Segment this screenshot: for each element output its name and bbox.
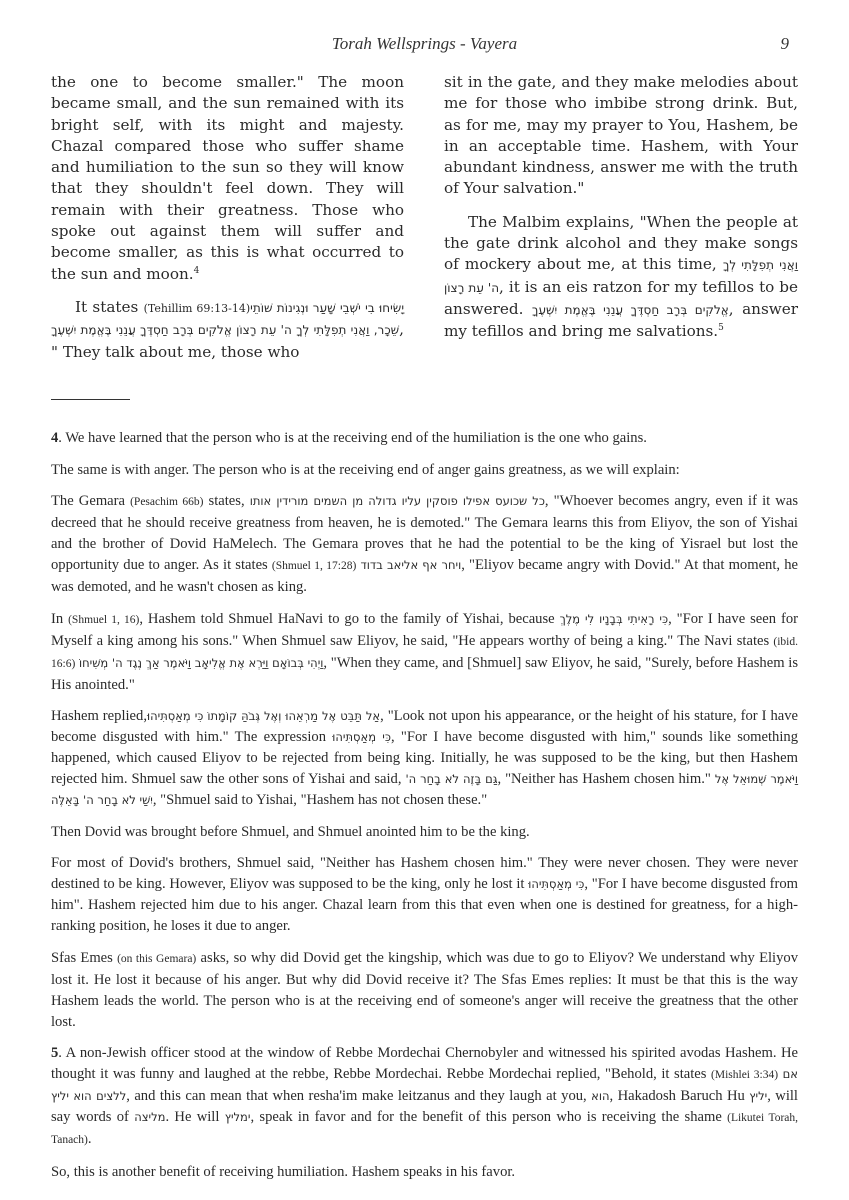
hebrew-quote: כִּי רָאִיתִי בְּבָנָיו לִי מֶלֶךְ xyxy=(559,611,669,626)
hebrew-quote: אֱלֹקִים בְּרָב חַסְדֶּךָ עֲנֵנִי בֶּאֱמֶת יִשְׁעֶךָ xyxy=(531,302,729,317)
paragraph: Sfas Emes (on this Gemara) asks, so why did Dovid get the kingship, which was due to go to Eliyov? We understand why Eliyov lost it. He lost it because of his anger. But why did Dovid receive it? The Sfas Emes replies: It must be that this is the way Hashem leads the world. The person who is at the receiving end of someone's anger will receive the greatness that the other lost. xyxy=(51,949,798,1030)
paragraph: the one to become smaller." The moon became small, and the sun remained with its bright self, with its might and majesty. Chazal compared those who suffer shame and humiliation to the sun so they will know that they shouldn't feel down. They will remain with their greatness. Those who spoke out against them will suffer and become smaller, as this is what occurred to the sun and moon.$^4$ xyxy=(51,73,404,283)
paragraph: The Gemara (Pesachim 66b) states, כל שכועס אפילו פוסקין עליו גדולה מן השמים מורידין אותו, "Whoever becomes angry, even if it was decreed that he should receive greatness from heaven, he is demoted." The Gemara learns this from Eliyov, the son of Yishai and the brother of Dovid HaMelech. The Gemara proves that he had the potential to be the king of Yisrael but lost the opportunity due to anger. As it states (Shmuel 1, 17:28) ויחר אף אליאב בדוד, "Eliyov became angry with Dovid." At that moment, he was demoted, and he wasn't chosen as king. xyxy=(51,493,799,595)
hebrew-quote: כִּי מְאַסְתִּיהוּ xyxy=(528,877,585,891)
paragraph: The Malbim explains, "When the people at the gate drink alcohol and they make songs of mockery about me, at this time, וַאֲנִי תְפִלָּתִי לְךָ ה' עֵת רָצוֹן, it is an eis ratzon for my tefillos to be answered. אֱלֹקִים בְּרָב חַסְדֶּךָ עֲנֵנִי בֶּאֱמֶת יִשְׁעֶךָ, answer my tefillos and bring me salvations.$^5$ xyxy=(444,212,799,341)
source-citation: (ibid. 16:6) xyxy=(51,635,798,670)
hebrew-quote: אַל תַּבֵּט אֶל מַרְאֵהוּ וְאֶל גְּבֹהַּ קוֹמָתוֹ כִּי מְאַסְתִּיהוּ xyxy=(146,709,381,723)
footnote-ref[interactable]: 5 xyxy=(718,323,724,334)
footnote-ref[interactable]: 4 xyxy=(193,265,200,276)
right-column xyxy=(444,72,798,355)
running-header xyxy=(0,30,849,58)
paragraph: For most of Dovid's brothers, Shmuel said, "Neither has Hashem chosen him." They were never chosen. They were never destined to be king. However, Eliyov was supposed to be the king, only he lost it כִּי מְאַסְתִּיהוּ, "For I have become disgusted from him". Hashem rejected him due to his anger. Chazal learn from this that even when one is destined for greatness, for a high-ranking position, he loses it due to anger. xyxy=(51,855,799,934)
paragraph: So, this is another benefit of receiving humiliation. Hashem speaks in his favor. xyxy=(51,1163,516,1180)
hebrew-quote: ימליץ xyxy=(224,1110,251,1124)
source-citation: (on this Gemara) xyxy=(117,952,197,965)
source-citation: (Mishlei 3:34) xyxy=(711,1069,779,1081)
hebrew-quote: יָשִׂיחוּ בִי יֹשְׁבֵי שָׁעַר וּנְגִינוֹת שׁוֹתֵי שֵׁכָר, וַאֲנִי תְפִלָּתִי לְךָ ה' עֵת רָצוֹן אֱלֹקִים בְּרָב חַסְדֶּךָ עֲנֵנִי בֶּאֱמֶת יִשְׁעֶךָ xyxy=(51,300,404,338)
hebrew-quote: יליץ xyxy=(749,1089,768,1103)
source-citation: (Tehillim 69:13-14) xyxy=(143,301,251,315)
hebrew-quote: כל שכועס אפילו פוסקין עליו גדולה מן השמים מורידין אותו xyxy=(249,494,545,508)
hebrew-quote: הוא xyxy=(591,1089,610,1103)
left-column xyxy=(51,72,404,375)
hebrew-quote: כִּי מְאַסְתִּיהוּ xyxy=(332,730,391,744)
paragraph: The same is with anger. The person who is at the receiving end of anger gains greatness, as we will explain: xyxy=(51,461,680,478)
source-citation: (Shmuel 1, 16) xyxy=(68,613,140,626)
hebrew-quote: אם ללצים הוא יליץ xyxy=(51,1067,798,1103)
paragraph: Then Dovid was brought before Shmuel, and Shmuel anointed him to be the king. xyxy=(51,823,530,840)
paragraph: Hashem replied,אַל תַּבֵּט אֶל מַרְאֵהוּ וְאֶל גְּבֹהַּ קוֹמָתוֹ כִּי מְאַסְתִּיהוּ, "Look not upon his appearance, or the height of his stature, for I have become disgusted with him." The expression כִּי מְאַסְתִּיהוּ, "For I have become disgusted with him," sounds like something happened, which caused Eliyov to be rejected from being king. Initially, he was supposed to be the king, but then Hashem rejected him. Shmuel saw the other sons of Yishai and said, גַּם בָּזֶה לֹא בָחַר ה', "Neither has Hashem chosen him." וַיֹּאמֶר שְׁמוּאֵל אֶל יִשַׁי לֹא בָחַר ה' בָּאֵלֶּה, "Shmuel said to Yishai, "Hashem has not chosen these." xyxy=(51,708,799,808)
footnote-number: 4 xyxy=(51,430,59,446)
paragraph: It states (Tehillim 69:13-14)יָשִׂיחוּ בִי יֹשְׁבֵי שָׁעַר וּנְגִינוֹת שׁוֹתֵי שֵׁכָר, וַאֲנִי תְפִלָּתִי לְךָ ה' עֵת רָצוֹן אֱלֹקִים בְּרָב חַסְדֶּךָ עֲנֵנִי בֶּאֱמֶת יִשְׁעֶךָ, " They talk about me, those who xyxy=(51,297,404,361)
footnote-4: 4. We have learned that the person who is at the receiving end of the humiliation is the one who gains. xyxy=(51,430,647,446)
source-citation: (Likutei Torah, Tanach) xyxy=(51,1112,799,1146)
hebrew-quote: מליצה xyxy=(134,1110,166,1124)
paragraph: In (Shmuel 1, 16), Hashem told Shmuel HaNavi to go to the family of Yishai, because כִּי רָאִיתִי בְּבָנָיו לִי מֶלֶךְ, "For I have seen for Myself a king among his sons." When Shmuel saw Eliyov, he said, "He appears worthy of being a king." The Navi states (ibid. 16:6) וַיְהִי בְּבוֹאָם וַיַּרְא אֶת אֱלִיאָב וַיֹּאמֶר אַךְ נֶגֶד ה' מְשִׁיחוֹ, "When they came, and [Shmuel] saw Eliyov, he said, "Surely, before Hashem is His anointed." xyxy=(51,610,798,693)
hebrew-quote: גַּם בָּזֶה לֹא בָחַר ה' xyxy=(405,772,498,786)
footnote-separator xyxy=(51,399,130,400)
footnote-number: 5 xyxy=(51,1045,59,1061)
book-title: Torah Wellsprings - Vayera xyxy=(331,34,518,53)
hebrew-quote: וַיְהִי בְּבוֹאָם וַיַּרְא אֶת אֱלִיאָב וַיֹּאמֶר אַךְ נֶגֶד ה' מְשִׁיחוֹ xyxy=(79,655,324,670)
hebrew-quote: ויחר אף אליאב בדוד xyxy=(360,558,462,572)
paragraph: sit in the gate, and they make melodies about me for those who imbibe strong drink. But, as for me, may my prayer to You, Hashem, be in an acceptable time. Hashem, with Your abundant kindness, answer me with the truth of Your salvation." xyxy=(444,73,798,198)
hebrew-quote: וַאֲנִי תְפִלָּתִי לְךָ ה' עֵת רָצוֹן xyxy=(444,258,798,295)
footnotes-section xyxy=(51,428,798,1193)
hebrew-quote: וַיֹּאמֶר שְׁמוּאֵל אֶל יִשַׁי לֹא בָחַר ה' בָּאֵלֶּה xyxy=(51,772,799,807)
source-citation: (Shmuel 1, 17:28) xyxy=(271,560,357,572)
footnote-5: 5. A non-Jewish officer stood at the window of Rebbe Mordechai Chernobyler and witnessed his spirited avodas Hashem. He thought it was funny and laughed at the rebbe, Rebbe Mordechai. Rebbe Mordechai replied, "Behold, it states (Mishlei 3:34) אם ללצים הוא יליץ, and this can mean that when resha'im make leitzanus and they laugh at you, הוא, Hakadosh Baruch Hu יליץ, will say words of מליצה. He will ימליץ, speak in favor and for the benefit of this person who is receiving the shame (Likutei Torah, Tanach). xyxy=(51,1045,799,1147)
source-citation: (Pesachim 66b) xyxy=(130,496,204,508)
page-number: 9 xyxy=(780,34,789,53)
